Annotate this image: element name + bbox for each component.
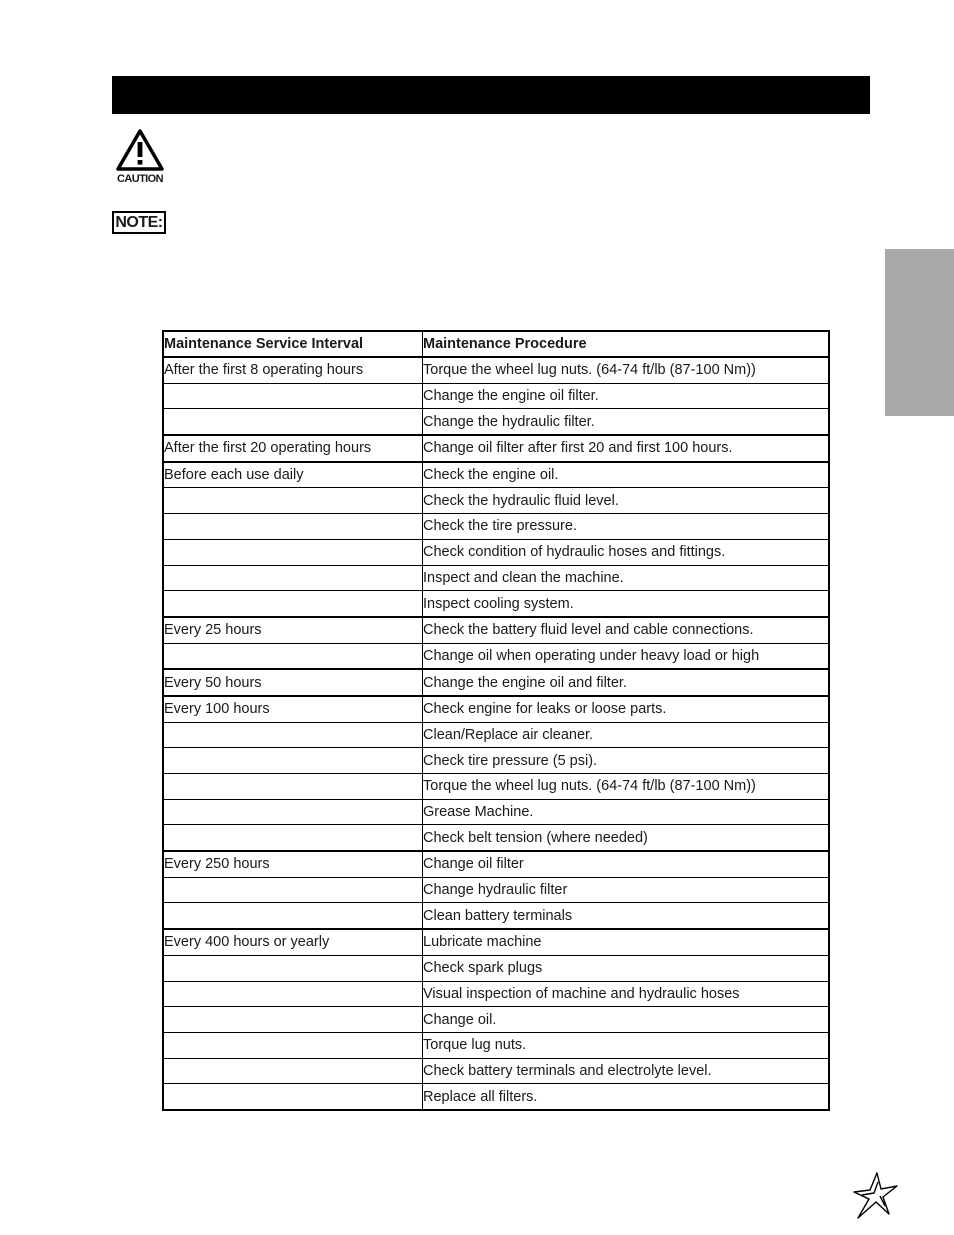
table-row bbox=[163, 1084, 829, 1110]
table-row bbox=[163, 981, 829, 1007]
procedure-cell: Change the engine oil and filter. bbox=[423, 669, 830, 696]
table-row bbox=[163, 539, 829, 565]
procedure-cell: Check condition of hydraulic hoses and fittings. bbox=[423, 539, 830, 565]
table-body bbox=[163, 357, 829, 1110]
caution-block bbox=[112, 128, 168, 188]
column-header-interval: Maintenance Service Interval bbox=[163, 331, 423, 357]
column-header-procedure: Maintenance Procedure bbox=[423, 331, 830, 357]
interval-cell bbox=[163, 409, 423, 435]
table-row bbox=[163, 851, 829, 877]
procedure-cell: Torque the wheel lug nuts. (64-74 ft/lb (87-100 Nm)) bbox=[423, 357, 830, 383]
interval-cell bbox=[163, 1032, 423, 1058]
procedure-cell: Change hydraulic filter bbox=[423, 877, 830, 903]
note-badge-icon bbox=[112, 211, 166, 234]
table-row bbox=[163, 696, 829, 722]
table-row bbox=[163, 774, 829, 800]
procedure-cell: Check belt tension (where needed) bbox=[423, 825, 830, 851]
table-row bbox=[163, 1058, 829, 1084]
interval-cell: Every 25 hours bbox=[163, 617, 423, 643]
procedure-cell: Visual inspection of machine and hydraulic hoses bbox=[423, 981, 830, 1007]
interval-cell: Every 100 hours bbox=[163, 696, 423, 722]
interval-cell bbox=[163, 748, 423, 774]
table-row bbox=[163, 488, 829, 514]
procedure-cell: Check engine for leaks or loose parts. bbox=[423, 696, 830, 722]
table-row bbox=[163, 929, 829, 955]
table-row bbox=[163, 799, 829, 825]
procedure-cell: Change oil filter bbox=[423, 851, 830, 877]
procedure-cell: Inspect and clean the machine. bbox=[423, 565, 830, 591]
table-row bbox=[163, 1007, 829, 1033]
caution-triangle-icon bbox=[115, 128, 165, 172]
interval-cell bbox=[163, 643, 423, 669]
table-row bbox=[163, 409, 829, 435]
procedure-cell: Torque lug nuts. bbox=[423, 1032, 830, 1058]
interval-cell bbox=[163, 1007, 423, 1033]
table-row bbox=[163, 462, 829, 488]
procedure-cell: Clean battery terminals bbox=[423, 903, 830, 929]
table-row bbox=[163, 514, 829, 540]
note-label: NOTE: bbox=[115, 213, 163, 231]
interval-cell bbox=[163, 1084, 423, 1110]
interval-cell: Every 50 hours bbox=[163, 669, 423, 696]
procedure-cell: Check battery terminals and electrolyte level. bbox=[423, 1058, 830, 1084]
table-row bbox=[163, 825, 829, 851]
procedure-cell: Lubricate machine bbox=[423, 929, 830, 955]
table-row bbox=[163, 357, 829, 383]
interval-cell bbox=[163, 591, 423, 617]
interval-cell bbox=[163, 981, 423, 1007]
procedure-cell: Change the hydraulic filter. bbox=[423, 409, 830, 435]
interval-cell bbox=[163, 1058, 423, 1084]
interval-cell: Before each use daily bbox=[163, 462, 423, 488]
star-logo-icon bbox=[850, 1170, 900, 1220]
table-row bbox=[163, 435, 829, 462]
maintenance-schedule-table bbox=[162, 330, 830, 1111]
table-row bbox=[163, 748, 829, 774]
table-row bbox=[163, 565, 829, 591]
interval-cell: Every 400 hours or yearly bbox=[163, 929, 423, 955]
interval-cell bbox=[163, 774, 423, 800]
procedure-cell: Check tire pressure (5 psi). bbox=[423, 748, 830, 774]
procedure-cell: Replace all filters. bbox=[423, 1084, 830, 1110]
procedure-cell: Check the tire pressure. bbox=[423, 514, 830, 540]
procedure-cell: Change the engine oil filter. bbox=[423, 383, 830, 409]
interval-cell bbox=[163, 877, 423, 903]
interval-cell bbox=[163, 565, 423, 591]
procedure-cell: Change oil filter after first 20 and first 100 hours. bbox=[423, 435, 830, 462]
procedure-cell: Clean/Replace air cleaner. bbox=[423, 722, 830, 748]
table-row bbox=[163, 1032, 829, 1058]
procedure-cell: Torque the wheel lug nuts. (64-74 ft/lb (87-100 Nm)) bbox=[423, 774, 830, 800]
section-header-bar bbox=[112, 76, 870, 114]
table-row bbox=[163, 643, 829, 669]
table-row bbox=[163, 877, 829, 903]
interval-cell bbox=[163, 722, 423, 748]
interval-cell: After the first 20 operating hours bbox=[163, 435, 423, 462]
procedure-cell: Check the engine oil. bbox=[423, 462, 830, 488]
interval-cell bbox=[163, 825, 423, 851]
procedure-cell: Inspect cooling system. bbox=[423, 591, 830, 617]
interval-cell bbox=[163, 514, 423, 540]
interval-cell bbox=[163, 488, 423, 514]
caution-label: CAUTION bbox=[117, 173, 163, 185]
table-row bbox=[163, 955, 829, 981]
table-header-row bbox=[163, 331, 829, 357]
interval-cell bbox=[163, 799, 423, 825]
interval-cell bbox=[163, 383, 423, 409]
procedure-cell: Change oil. bbox=[423, 1007, 830, 1033]
interval-cell: After the first 8 operating hours bbox=[163, 357, 423, 383]
table-row bbox=[163, 722, 829, 748]
table-row bbox=[163, 591, 829, 617]
interval-cell bbox=[163, 955, 423, 981]
procedure-cell: Check the battery fluid level and cable connections. bbox=[423, 617, 830, 643]
interval-cell bbox=[163, 539, 423, 565]
table-row bbox=[163, 383, 829, 409]
interval-cell bbox=[163, 903, 423, 929]
table-row bbox=[163, 617, 829, 643]
procedure-cell: Check spark plugs bbox=[423, 955, 830, 981]
procedure-cell: Check the hydraulic fluid level. bbox=[423, 488, 830, 514]
table-row bbox=[163, 669, 829, 696]
interval-cell: Every 250 hours bbox=[163, 851, 423, 877]
chapter-side-tab bbox=[885, 249, 954, 416]
procedure-cell: Change oil when operating under heavy load or high bbox=[423, 643, 830, 669]
table-row bbox=[163, 903, 829, 929]
procedure-cell: Grease Machine. bbox=[423, 799, 830, 825]
